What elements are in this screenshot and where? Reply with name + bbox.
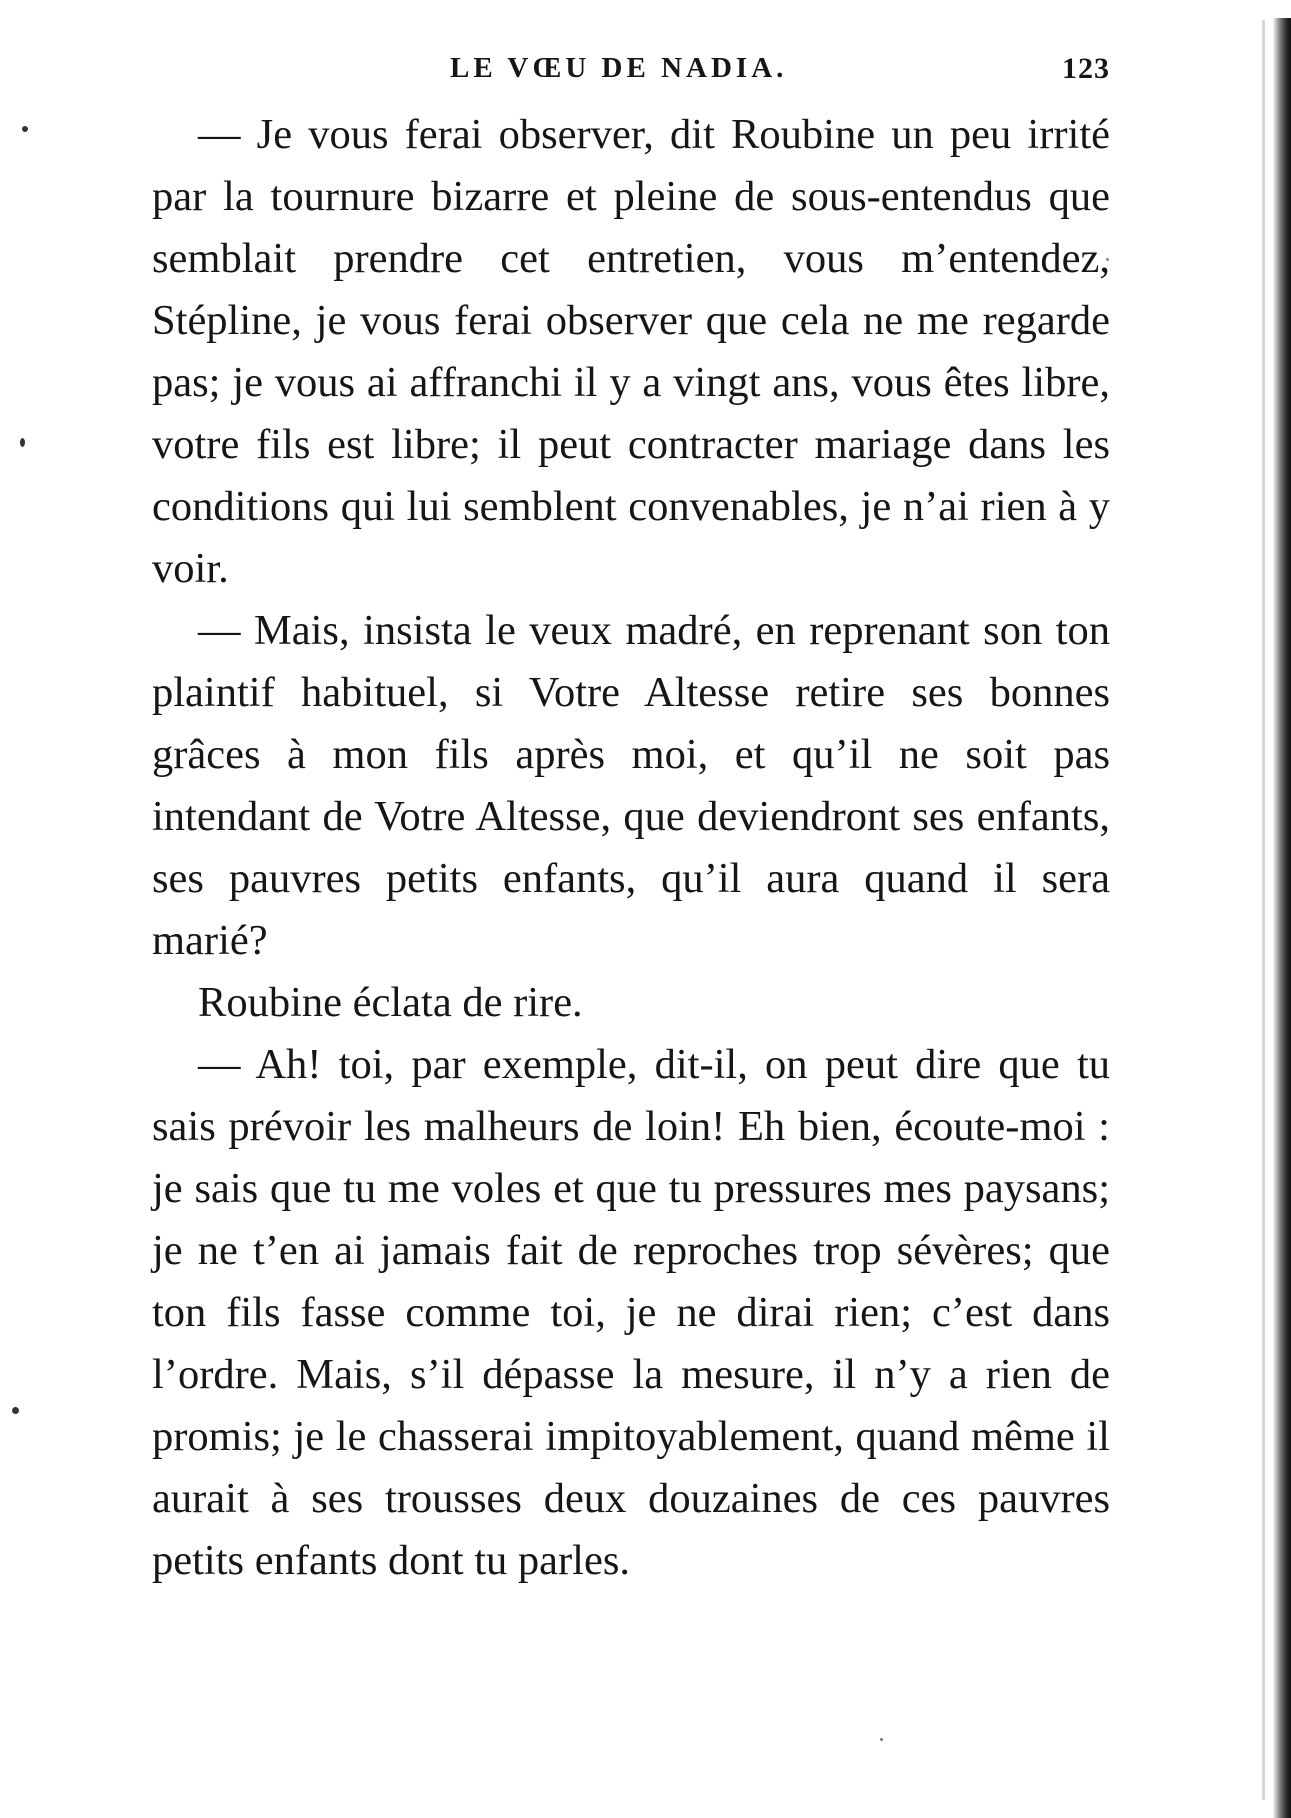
book-spine-shadow	[1273, 18, 1291, 1818]
paragraph: — Ah! toi, par exemple, dit-il, on peut dire que tu sais prévoir les malheurs de loin! Eh bien, écoute-moi : je sais que tu me voles et que tu pressures mes paysans; je ne t’en ai jamais fait de reproches trop sévères; que ton fils fasse comme toi, je ne dirai rien; c’est dans l’ordre. Mais, s’il dépasse la mesure, il n’y a rien de promis; je le chasserai impitoyablement, quand même il aurait à ses trousses deux douzaines de ces pauvres petits enfants dont tu parles.	[152, 1041, 1110, 1584]
page-edge-shadow	[1262, 20, 1265, 1800]
paragraph: — Je vous ferai observer, dit Roubine un peu irrité par la tournure bizarre et pleine de sous-entendus que semblait prendre cet entretien, vous m’entendez, Stépline, je vous ferai observer que cela ne me regarde pas; je vous ai affranchi il y a vingt ans, vous êtes libre, votre fils est libre; il peut contracter mariage dans les conditions qui lui semblent convenables, je n’ai rien à y voir.	[152, 111, 1110, 592]
scan-speck	[12, 1407, 19, 1414]
scan-speck	[20, 438, 25, 447]
scan-speck	[880, 1738, 883, 1741]
page-number: 123	[1062, 52, 1110, 85]
running-head	[150, 48, 1110, 92]
paragraph: — Mais, insista le veux madré, en reprenant son ton plaintif habituel, si Votre Altesse retire ses bonnes grâces à mon fils après moi, et qu’il ne soit pas intendant de Votre Altesse, que deviendront ses enfants, ses pauvres petits enfants, qu’il aura quand il sera marié?	[152, 607, 1110, 964]
running-title: LE VŒU DE NADIA.	[450, 52, 788, 84]
paragraph: Roubine éclata de rire.	[198, 979, 583, 1026]
body-text	[152, 104, 1110, 1592]
scan-speck	[22, 126, 28, 132]
